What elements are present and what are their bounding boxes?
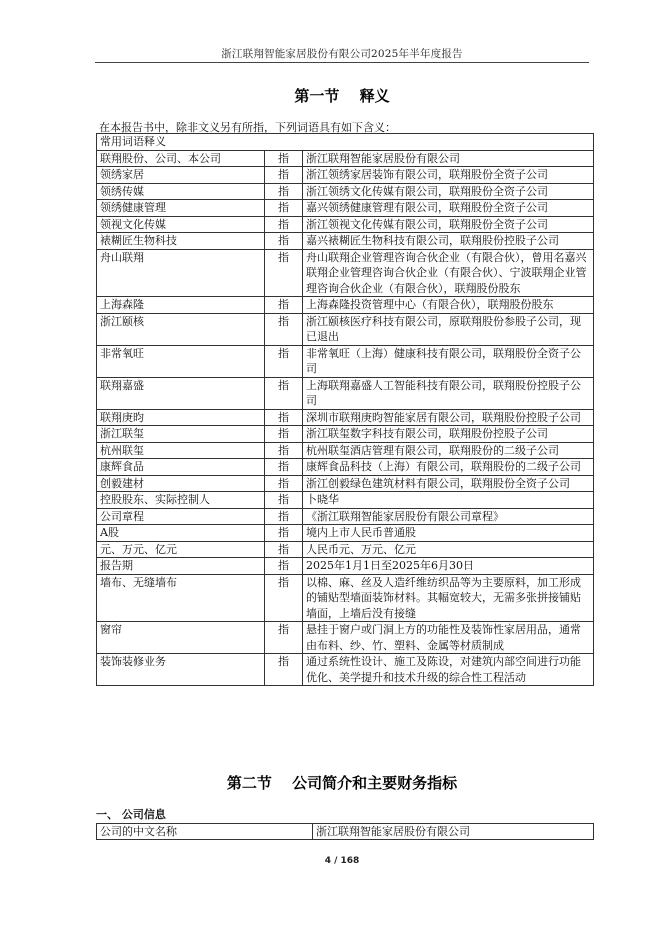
definition-row — [97, 574, 594, 622]
definition-ref: 指 — [265, 622, 303, 654]
definition-text: 通过系统性设计、施工及陈设，对建筑内部空间进行功能优化、美学提升和技术升级的综合性工程活动 — [303, 654, 594, 686]
definition-ref: 指 — [265, 200, 303, 217]
definition-text: 浙江领绣家居装饰有限公司，联翔股份全资子公司 — [303, 167, 594, 184]
definition-text: 舟山联翔企业管理咨询合伙企业（有限合伙），曾用名嘉兴联翔企业管理咨询合伙企业（有限合伙）、宁波联翔企业管理咨询合伙企业（有限合伙），联翔股份股东 — [303, 249, 594, 297]
definition-row — [97, 558, 594, 575]
definition-row — [97, 313, 594, 345]
definition-term: 报告期 — [97, 558, 265, 575]
definition-row — [97, 233, 594, 250]
company-info-table-body — [97, 824, 594, 840]
definition-text: 浙江颐核医疗科技有限公司，原联翔股份参股子公司，现已退出 — [303, 313, 594, 345]
definitions-table-header-row — [97, 134, 594, 151]
definitions-table-header: 常用词语释义 — [97, 134, 594, 151]
definition-ref: 指 — [265, 297, 303, 314]
definition-term: 创毅建材 — [97, 475, 265, 492]
company-info-value: 浙江联翔智能家居股份有限公司 — [313, 824, 594, 840]
definition-row — [97, 622, 594, 654]
definition-row — [97, 492, 594, 509]
definition-term: A股 — [97, 525, 265, 542]
definition-ref: 指 — [265, 475, 303, 492]
definition-text: 以棉、麻、丝及人造纤维纺织品等为主要原料，加工形成的铺贴型墙面装饰材料。其幅宽较大，无需多张拼接铺贴墙面，上墙后没有接缝 — [303, 574, 594, 622]
definition-term: 上海森隆 — [97, 297, 265, 314]
definition-term: 浙江联玺 — [97, 426, 265, 443]
definition-text: 上海联翔嘉盛人工智能科技有限公司，联翔股份控股子公司 — [303, 377, 594, 409]
definition-ref: 指 — [265, 233, 303, 250]
company-info-row — [97, 824, 594, 840]
definition-term: 康辉食品 — [97, 459, 265, 476]
definition-text: 深圳市联翔庚昀智能家居有限公司，联翔股份控股子公司 — [303, 409, 594, 426]
definition-ref: 指 — [265, 313, 303, 345]
definition-row — [97, 297, 594, 314]
definition-ref: 指 — [265, 525, 303, 542]
definition-ref: 指 — [265, 442, 303, 459]
definition-term: 公司章程 — [97, 508, 265, 525]
definition-text: 浙江领绣文化传媒有限公司，联翔股份全资子公司 — [303, 183, 594, 200]
definition-term: 舟山联翔 — [97, 249, 265, 297]
section-2-title: 第二节 公司简介和主要财务指标 — [226, 774, 458, 792]
definition-row — [97, 216, 594, 233]
definition-row — [97, 525, 594, 542]
definition-ref: 指 — [265, 508, 303, 525]
definition-ref: 指 — [265, 183, 303, 200]
definition-text: 上海森隆投资管理中心（有限合伙），联翔股份股东 — [303, 297, 594, 314]
definition-row — [97, 183, 594, 200]
definition-text: 康辉食品科技（上海）有限公司，联翔股份的二级子公司 — [303, 459, 594, 476]
definition-text: 浙江领视文化传媒有限公司，联翔股份全资子公司 — [303, 216, 594, 233]
header-divider — [95, 62, 589, 63]
definition-term: 窗帘 — [97, 622, 265, 654]
definition-ref: 指 — [265, 541, 303, 558]
definition-ref: 指 — [265, 377, 303, 409]
definition-text: 卜晓华 — [303, 492, 594, 509]
definition-text: 境内上市人民币普通股 — [303, 525, 594, 542]
section-1-title: 第一节 释义 — [294, 87, 390, 105]
definition-row — [97, 200, 594, 217]
definition-term: 领绣传媒 — [97, 183, 265, 200]
definition-row — [97, 167, 594, 184]
definition-ref: 指 — [265, 249, 303, 297]
definition-ref: 指 — [265, 345, 303, 377]
definition-text: 非常氧旺（上海）健康科技有限公司，联翔股份全资子公司 — [303, 345, 594, 377]
definition-ref: 指 — [265, 150, 303, 167]
definition-text: 浙江创毅绿色建筑材料有限公司，联翔股份全资子公司 — [303, 475, 594, 492]
definition-ref: 指 — [265, 167, 303, 184]
definitions-table — [96, 133, 594, 686]
definition-ref: 指 — [265, 409, 303, 426]
definition-text: 人民币元、万元、亿元 — [303, 541, 594, 558]
definition-term: 控股股东、实际控制人 — [97, 492, 265, 509]
company-info-label: 公司的中文名称 — [97, 824, 313, 840]
definition-term: 裱糊匠生物科技 — [97, 233, 265, 250]
definition-term: 墙布、无缝墙布 — [97, 574, 265, 622]
definitions-table-body — [97, 134, 594, 686]
definition-text: 嘉兴裱糊匠生物科技有限公司，联翔股份控股子公司 — [303, 233, 594, 250]
definition-row — [97, 442, 594, 459]
definition-term: 杭州联玺 — [97, 442, 265, 459]
definition-row — [97, 150, 594, 167]
definition-ref: 指 — [265, 574, 303, 622]
definition-text: 嘉兴领绣健康管理有限公司，联翔股份全资子公司 — [303, 200, 594, 217]
definition-term: 元、万元、亿元 — [97, 541, 265, 558]
definition-ref: 指 — [265, 216, 303, 233]
definition-term: 领视文化传媒 — [97, 216, 265, 233]
company-info-heading: 一、 公司信息 — [96, 808, 166, 821]
definition-term: 联翔庚昀 — [97, 409, 265, 426]
definition-term: 联翔股份、公司、本公司 — [97, 150, 265, 167]
definition-row — [97, 654, 594, 686]
page-number: 4 / 168 — [324, 856, 360, 866]
definition-ref: 指 — [265, 426, 303, 443]
definition-row — [97, 508, 594, 525]
definition-term: 浙江颐核 — [97, 313, 265, 345]
definition-text: 《浙江联翔智能家居股份有限公司章程》 — [303, 508, 594, 525]
definition-text: 浙江联翔智能家居股份有限公司 — [303, 150, 594, 167]
definition-text: 杭州联玺酒店管理有限公司，联翔股份的二级子公司 — [303, 442, 594, 459]
definition-term: 领绣健康管理 — [97, 200, 265, 217]
definition-row — [97, 459, 594, 476]
definition-ref: 指 — [265, 459, 303, 476]
definition-row — [97, 409, 594, 426]
definition-row — [97, 377, 594, 409]
definition-term: 非常氧旺 — [97, 345, 265, 377]
definition-term: 装饰装修业务 — [97, 654, 265, 686]
definition-term: 领绣家居 — [97, 167, 265, 184]
definition-row — [97, 541, 594, 558]
definition-text: 2025年1月1日至2025年6月30日 — [303, 558, 594, 575]
definition-term: 联翔嘉盛 — [97, 377, 265, 409]
company-info-table — [96, 823, 594, 840]
report-header: 浙江联翔智能家居股份有限公司2025年半年度报告 — [221, 48, 463, 60]
definition-row — [97, 345, 594, 377]
definition-text: 悬挂于窗户或门洞上方的功能性及装饰性家居用品，通常由布料、纱、竹、塑料、金属等材质制成 — [303, 622, 594, 654]
definition-text: 浙江联玺数字科技有限公司，联翔股份控股子公司 — [303, 426, 594, 443]
definition-ref: 指 — [265, 492, 303, 509]
definition-row — [97, 249, 594, 297]
definition-row — [97, 475, 594, 492]
section-1-intro: 在本报告书中，除非文义另有所指，下列词语具有如下含义： — [99, 121, 396, 134]
definition-ref: 指 — [265, 558, 303, 575]
definition-row — [97, 426, 594, 443]
definition-ref: 指 — [265, 654, 303, 686]
